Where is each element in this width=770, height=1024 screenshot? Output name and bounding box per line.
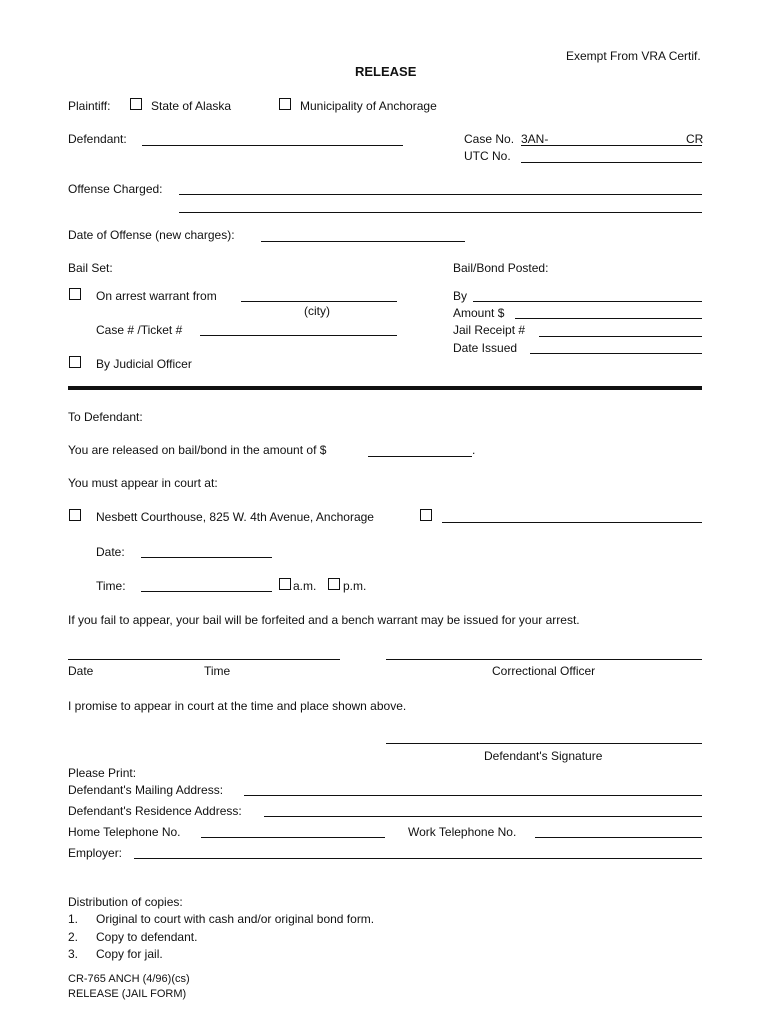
residence-address-field[interactable] — [264, 816, 702, 817]
appear-text: You must appear in court at: — [68, 476, 218, 490]
arrest-warrant-label: On arrest warrant from — [96, 289, 217, 303]
appear-date-field[interactable] — [141, 557, 272, 558]
appear-time-label: Time: — [96, 579, 126, 593]
to-defendant-label: To Defendant: — [68, 410, 143, 424]
plaintiff-label: Plaintiff: — [68, 99, 111, 113]
state-of-alaska-label: State of Alaska — [151, 99, 232, 113]
bail-set-label: Bail Set: — [68, 261, 113, 275]
appear-time-field[interactable] — [141, 591, 272, 592]
utc-no-field[interactable] — [521, 162, 702, 163]
failure-warning: If you fail to appear, your bail will be forfeited and a bench warrant may be issued for your arrest. — [68, 613, 580, 627]
offense-charged-field-1[interactable] — [179, 194, 702, 195]
work-phone-field[interactable] — [535, 837, 702, 838]
defendant-signature-field[interactable] — [386, 743, 702, 744]
distribution-item: Original to court with cash and/or original bond form. — [96, 912, 375, 926]
appear-date-label: Date: — [96, 545, 125, 559]
date-caption: Date — [68, 664, 94, 678]
nesbett-courthouse-checkbox[interactable] — [69, 509, 81, 521]
defendant-name-field[interactable] — [142, 145, 403, 146]
municipality-label: Municipality of Anchorage — [300, 99, 437, 113]
work-phone-label: Work Telephone No. — [408, 825, 517, 839]
residence-address-label: Defendant's Residence Address: — [68, 804, 242, 818]
date-of-offense-label: Date of Offense (new charges): — [68, 228, 235, 242]
employer-field[interactable] — [134, 858, 702, 859]
distribution-item: Copy to defendant. — [96, 930, 198, 944]
bail-posted-label: Bail/Bond Posted: — [453, 261, 549, 275]
released-period: . — [472, 443, 476, 457]
offense-charged-label: Offense Charged: — [68, 182, 163, 196]
employer-label: Employer: — [68, 846, 123, 860]
home-phone-label: Home Telephone No. — [68, 825, 181, 839]
am-checkbox[interactable] — [279, 578, 291, 590]
distribution-item-num: 2. — [68, 930, 79, 944]
please-print-label: Please Print: — [68, 766, 137, 780]
judicial-officer-label: By Judicial Officer — [96, 357, 192, 371]
date-issued-field[interactable] — [530, 353, 702, 354]
city-caption: (city) — [304, 304, 330, 318]
promise-text: I promise to appear in court at the time and place shown above. — [68, 699, 407, 713]
distribution-item-num: 1. — [68, 912, 79, 926]
posted-by-field[interactable] — [473, 301, 702, 302]
time-caption: Time — [204, 664, 231, 678]
offense-charged-field-2[interactable] — [179, 212, 702, 213]
amount-label: Amount $ — [453, 306, 505, 320]
utc-no-label: UTC No. — [464, 149, 511, 163]
defendant-signature-caption: Defendant's Signature — [484, 749, 603, 763]
case-suffix: CR — [686, 132, 704, 146]
home-phone-field[interactable] — [201, 837, 385, 838]
ticket-field[interactable] — [200, 335, 397, 336]
case-no-field[interactable] — [521, 145, 702, 146]
released-text: You are released on bail/bond in the amount of $ — [68, 443, 327, 457]
distribution-item-num: 3. — [68, 947, 79, 961]
form-title: RELEASE — [355, 64, 417, 79]
date-issued-label: Date Issued — [453, 341, 518, 355]
release-amount-field[interactable] — [368, 456, 472, 457]
distribution-title: Distribution of copies: — [68, 895, 183, 909]
distribution-item: Copy for jail. — [96, 947, 163, 961]
form-name: RELEASE (JAIL FORM) — [68, 988, 187, 1000]
posted-by-label: By — [453, 289, 468, 303]
form-number: CR-765 ANCH (4/96)(cs) — [68, 973, 190, 985]
pm-checkbox[interactable] — [328, 578, 340, 590]
section-divider — [68, 386, 702, 390]
pm-label: p.m. — [343, 579, 367, 593]
exempt-note: Exempt From VRA Certif. — [566, 49, 701, 63]
state-of-alaska-checkbox[interactable] — [130, 98, 142, 110]
other-court-checkbox[interactable] — [420, 509, 432, 521]
defendant-label: Defendant: — [68, 132, 127, 146]
other-court-field[interactable] — [442, 522, 702, 523]
correctional-officer-signature-field[interactable] — [386, 659, 702, 660]
jail-receipt-label: Jail Receipt # — [453, 323, 526, 337]
warrant-city-field[interactable] — [241, 301, 397, 302]
judicial-officer-checkbox[interactable] — [69, 356, 81, 368]
correctional-officer-caption: Correctional Officer — [492, 664, 596, 678]
am-label: a.m. — [293, 579, 317, 593]
release-datetime-field[interactable] — [68, 659, 340, 660]
municipality-checkbox[interactable] — [279, 98, 291, 110]
date-of-offense-field[interactable] — [261, 241, 465, 242]
ticket-label: Case # /Ticket # — [96, 323, 183, 337]
case-prefix: 3AN- — [521, 132, 549, 146]
mailing-address-label: Defendant's Mailing Address: — [68, 783, 224, 797]
case-no-label: Case No. — [464, 132, 515, 146]
arrest-warrant-checkbox[interactable] — [69, 288, 81, 300]
jail-receipt-field[interactable] — [539, 336, 702, 337]
nesbett-courthouse-label: Nesbett Courthouse, 825 W. 4th Avenue, Anchorage — [96, 510, 374, 524]
amount-field[interactable] — [515, 318, 702, 319]
mailing-address-field[interactable] — [244, 795, 702, 796]
